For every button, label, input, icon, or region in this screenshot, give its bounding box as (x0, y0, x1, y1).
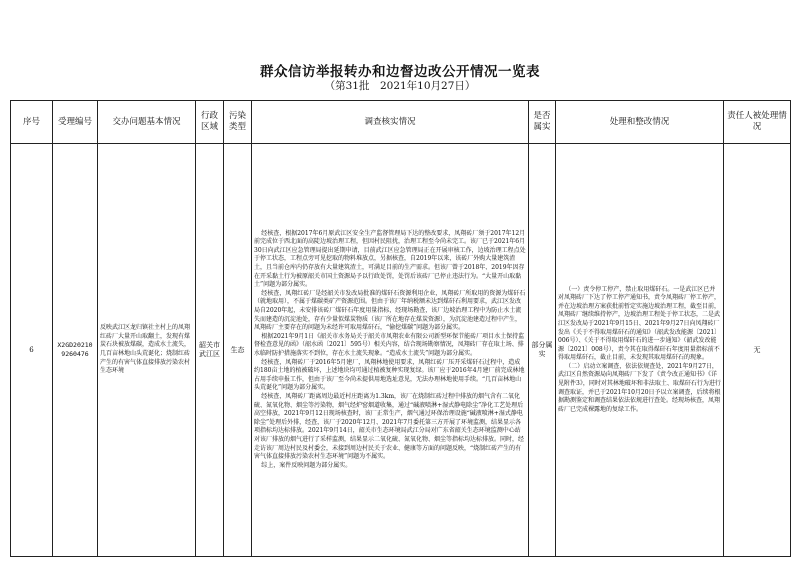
cell-handling (556, 144, 724, 557)
header-issue: 交办问题基本情况 (98, 101, 196, 144)
header-case-id: 受理编号 (53, 101, 98, 144)
investigation-paragraph: 综上，案件反映问题为部分属实。 (261, 461, 352, 469)
header-responsible: 责任人被处理情况 (724, 101, 791, 144)
cell-issue: 反映武江区龙归镇社主村上的凤翔红砖厂大量开山取翻土，发现有煤炭石块被放煤碳，造成水土流失，几百亩林地山头荒诞化；烧制红砖产生的有害气体直接排放污染农村生态环境 (98, 144, 196, 557)
cell-is-true: 部分属实 (529, 144, 556, 557)
cell-responsible: 无 (724, 144, 791, 557)
header-district: 行政区域 (196, 101, 224, 144)
investigation-paragraph: 经核查，凤翔红砖厂是经韶关市发改局批准的煤矸石资源利用企业，凤翔砖厂所取用的资源为煤矸石（就地取用），不属于煤碳类矿产资源范围。但由于该厂年纳税额未达到煤矸石利用要求，武江区发改局自2020年起，未安排该砖厂煤矸石年度用量指标，经现场勘查，该厂边坡治理工程中为防止水土流失而建造的沉淀池处，存有少量似煤炭物质（该厂所在地存在煤炭资源），为沉淀池建造过程中产生，凤翔砖厂主要存在的问题为未经许可取用煤矸石，“偷挖煤碳”问题为部分属实。 (254, 289, 526, 332)
handling-paragraph: （一）责令停工停产，禁止取用煤矸石。一是武江区已并对凤翔砖厂下达了停工停产通知书，责令凤翔砖厂停工停产，并在边坡治理方案获批前暂定实施边坡治理工程，截至目前，凤翔砖厂继续维持停产，边坡治理工程处于停工状态，二是武江区发改局于2021年9月15日、2021年9月27日向凤翔砖厂发出《关于不得取用煤矸石的通知》（韶武发改能源〔2021〕006号）、《关于不得取用煤矸石的进一步通知》（韶武发改能源〔2021〕008号），责令其在取得煤矸石年度用量指标前不得取用煤矸石，截止目前，未发现其取用煤矸石的现象。 (558, 285, 721, 362)
table-row (11, 144, 791, 557)
cell-pollution-type: 生态 (224, 144, 252, 557)
header-handling: 处理和整改情况 (556, 101, 724, 144)
investigation-paragraph: 经核查，凤翔砖厂距离周边最近村庄距离为1.3km，该厂在烧制红砖过程中排放的烟气含有二氧化硫、氮氧化物、烟尘等污染物，烟气经炉窑烟道收集，通过“碱液喷淋+湿式静电除尘”净化工艺处理后高空排放，2021年9月12日现场核查时，该厂正常生产，烟气通过环保治理设施“碱液喷淋+湿式静电除尘”处理后外排，经查，该厂于2020年12月、2021年7月委托第三方开展了环境监测，结果显示各项指标均达标排放。2021年9月14日，韶关市生态环境局武江分局对广东省韶关生态环境监测中心站对该厂排放的烟气进行了采样监测，结果显示二氧化硫、氮氧化物、烟尘等指标均达标排放。同时，经走访该厂周边村民及村委会，未接到周边村民关于农业、健康等方面的问题反映，“烧制红砖产生的有害气体直接排放污染农村生态环境”问题为不属实。 (254, 392, 525, 461)
page-title: 群众信访举报转办和边督边改公开情况一览表 (260, 64, 540, 80)
cell-case-id: X2GD20210 9260476 (53, 144, 98, 557)
investigation-paragraph: 经核查，凤翔砖厂于2016年5月建厂，凤翔林地使用要求，凤翔红砖厂压开采煤矸石过程中，造成约180亩土地的植被破坏，上述地块均可通过植被复种实现复绿。该厂应于2016年4月建厂前完成林地占用手续申报工作，但由于该厂至今尚未提供用地选址意见，无法办理林地使用手续。“几百亩林地山头荒诞化”问题为部分属实。 (254, 358, 525, 392)
cell-district: 韶关市武江区 (196, 144, 224, 557)
handling-paragraph: （二）启动立案调查，依法依规查处，2021年9月27日，武江区自然资源局向凤翔砖厂下发了《责令改正通知书》《详见附件3》，同时对其林地破坏和非法取土、取煤矸石行为进行调查取证，并已于2021年10月20日予以立案调查，后续将根据勘测鉴定和调查结果依法依规进行查处。经现场核查，凤翔砖厂已完成裸露地的复绿工作。 (558, 362, 721, 413)
investigation-paragraph: 根据2021年9月1日《韶关市水务局关于韶关市凤翔农业有限公司新型环保节能砖厂项目水土保持监督检查意见的函》（韶水函〔2021〕595号）相关内容，结合现场勘察情况，凤翔砖厂存在取土场、排水临时防护措施落实不到位，存在水土流失现象。“造成水土流失”问题为部分属实。 (254, 332, 525, 357)
table-header-row (11, 101, 791, 144)
header-pollution-type: 污染类型 (224, 101, 252, 144)
page-subtitle: （第31批 2021年10月27日） (324, 80, 476, 92)
cell-investigation (252, 144, 529, 557)
investigation-paragraph: 经核查，根据2017年6月原武江区安全生产监督管理局下达的整改要求，凤翔砖厂须于2017年12月前完成位于西北面的高陡边坡治理工程，但因村民阻扰，治理工程至今尚未完工。该厂已于2021年6月30日向武江区应急管理局提出延期申请，目前武江区应急管理局正在开展审核工作，边坡治理工程点处于停工状态，工程点旁可见挖取的物料堆放点，另据核查，自2019年以来，该砖厂外购大量建筑渣土，且当前仓库内仍存放有大量建筑渣土，可满足目前的生产需求。但该厂曾于2018年、2019年因存在开采黏土行为被原韶关市国土资源局予以行政处罚，处罚后该砖厂已停止违法行为。“大量开山取黏土”问题为部分属实。 (254, 229, 526, 289)
header-investigation: 调查核实情况 (252, 101, 529, 144)
header-index: 序号 (11, 101, 53, 144)
header-is-true: 是否属实 (529, 101, 556, 144)
report-table (10, 100, 791, 557)
cell-index: 6 (11, 144, 53, 557)
